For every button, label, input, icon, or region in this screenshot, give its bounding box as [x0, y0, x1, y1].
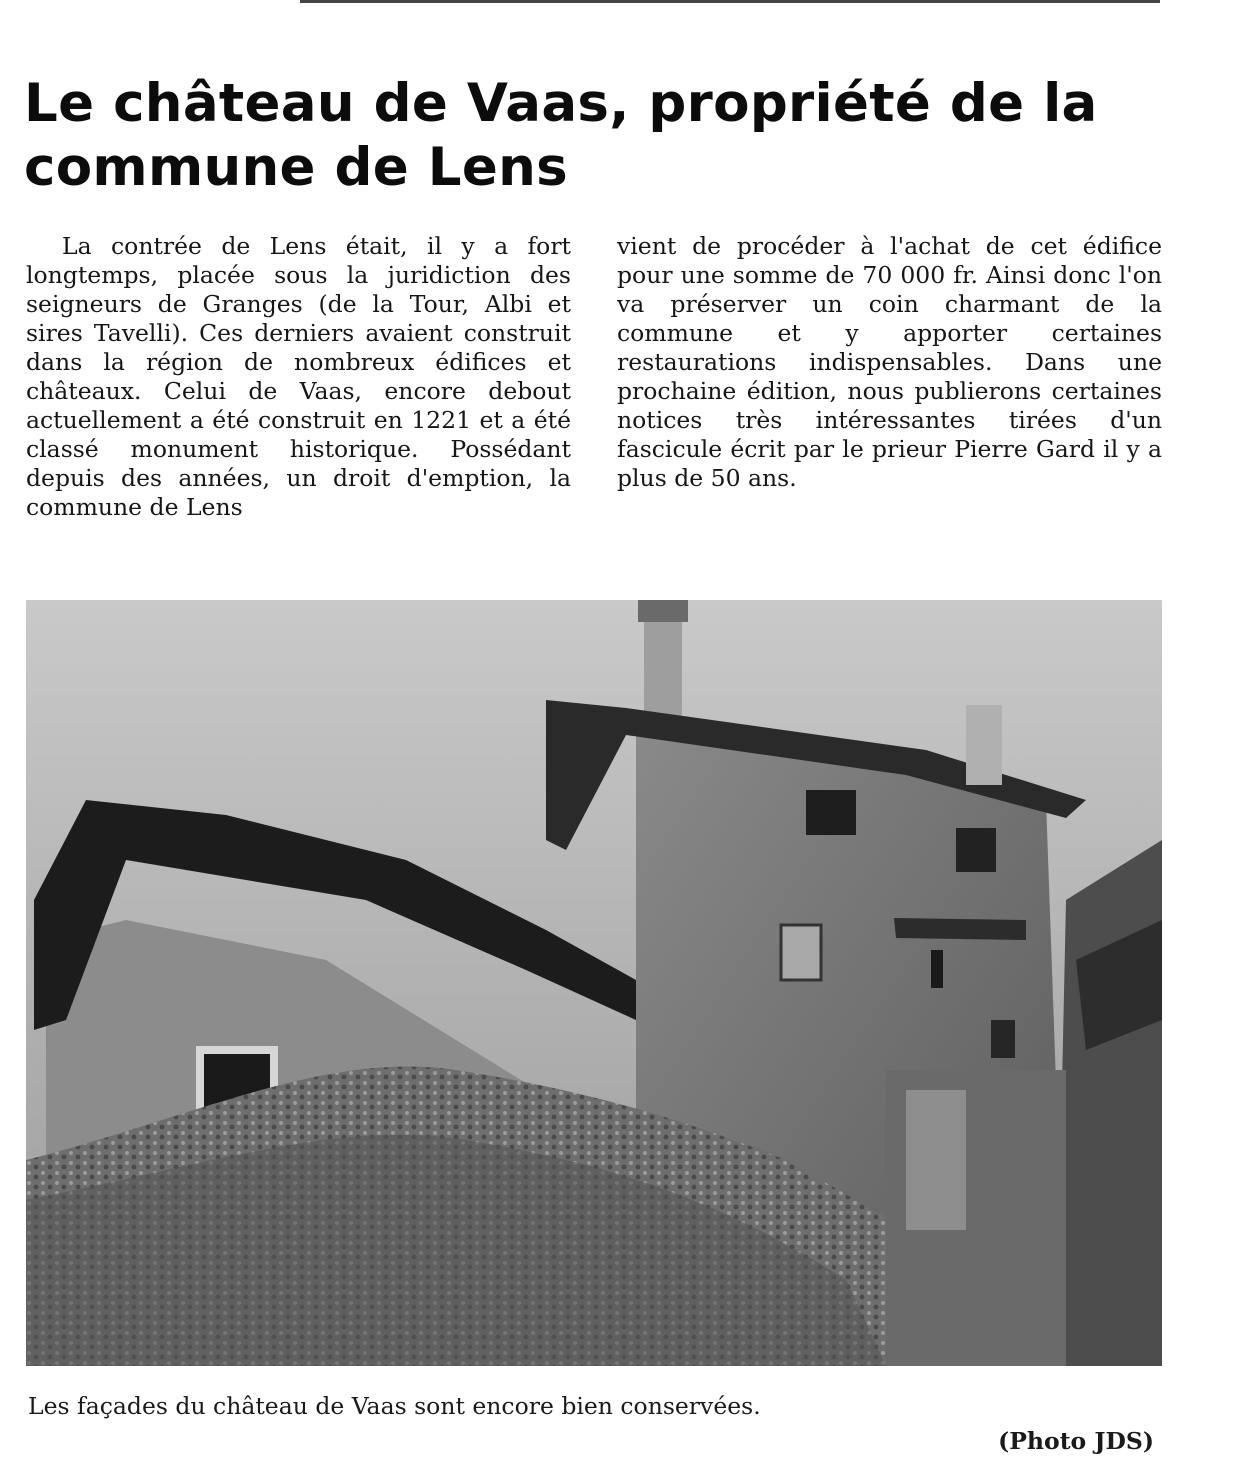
castle-photo	[26, 600, 1162, 1366]
photo-caption: Les façades du château de Vaas sont encore bien conservées.	[28, 1392, 761, 1420]
photo-credit: (Photo JDS)	[998, 1427, 1154, 1455]
top-rule	[300, 0, 1160, 3]
body-column-1	[26, 232, 571, 572]
body-text-col2: vient de procéder à l'achat de cet édifice pour une somme de 70 000 fr. Ainsi donc l'on va préserver un coin charmant de la commune et y apporter certaines restaurations indispensables. Dans une prochaine édition, nous publierons certaines notices très intéressantes tirées d'un fascicule écrit par le prieur Pierre Gard il y a plus de 50 ans.	[617, 232, 1162, 492]
headline: Le château de Vaas, propriété de la commune de Lens	[24, 73, 1098, 198]
article-body	[26, 232, 1162, 572]
body-text-col1: La contrée de Lens était, il y a fort longtemps, placée sous la juridiction des seigneurs de Granges (de la Tour, Albi et sires Tavelli). Ces derniers avaient construit dans la région de nombreux édifices et châteaux. Celui de Vaas, encore debout actuellement a été construit en 1221 et a été classé monument historique. Possédant depuis des années, un droit d'emption, la commune de Lens	[26, 232, 571, 521]
body-column-2	[617, 232, 1162, 572]
